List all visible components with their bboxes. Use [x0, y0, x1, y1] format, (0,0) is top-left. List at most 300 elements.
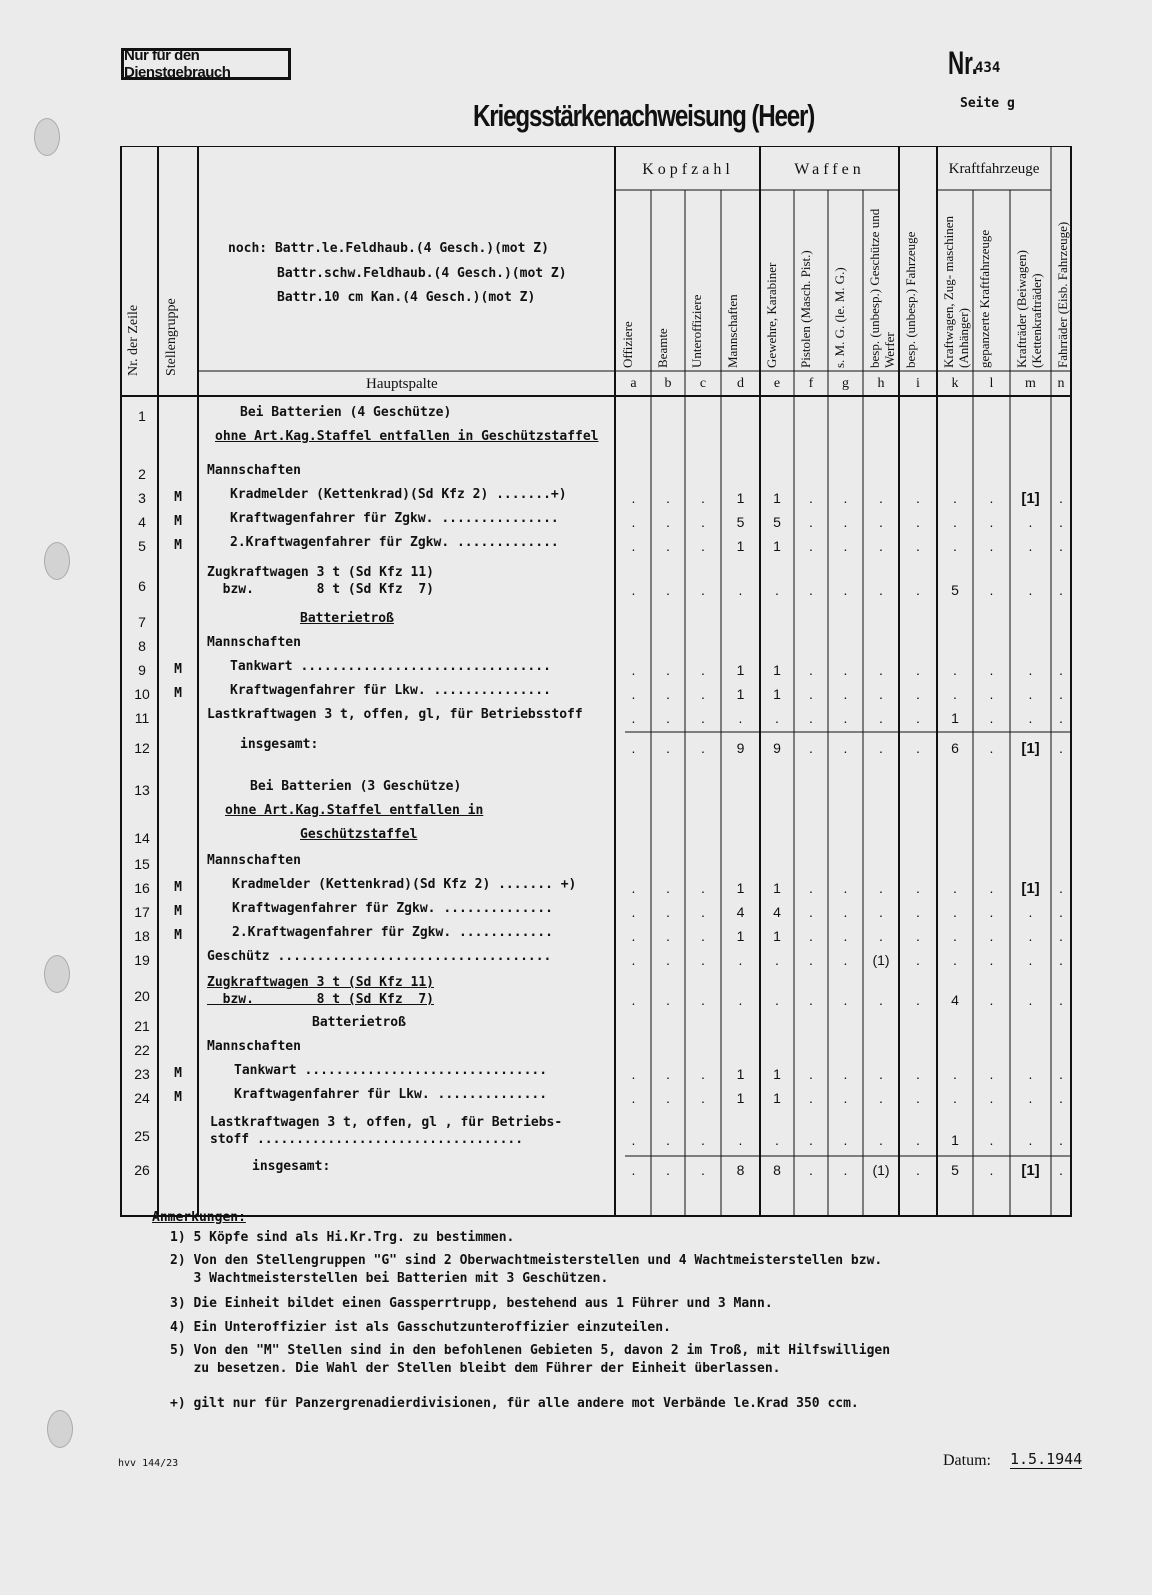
row-cell: .: [843, 1066, 848, 1082]
row-cell: .: [989, 740, 994, 756]
row-cell: .: [1028, 686, 1033, 702]
row-cell: .: [738, 992, 743, 1008]
row-cell: .: [953, 538, 957, 554]
row-cell: 5: [951, 582, 959, 598]
row-cell: .: [775, 992, 779, 1008]
row-text: Batterietroß: [300, 611, 394, 626]
row-cell: .: [1028, 952, 1033, 968]
row-cell: .: [1059, 992, 1063, 1008]
row-number: 11: [134, 710, 150, 726]
row-text: Tankwart ...............................: [234, 1063, 548, 1078]
header-main-line: Battr.schw.Feldhaub.(4 Gesch.)(mot Z): [277, 266, 567, 281]
row-cell: .: [1059, 1162, 1063, 1178]
row-cell: .: [989, 538, 994, 554]
row-cell: .: [666, 1066, 670, 1082]
row-number: 12: [134, 740, 150, 756]
row-number: 19: [134, 952, 150, 968]
row-cell: 1: [773, 662, 781, 678]
row-number: 10: [134, 686, 150, 702]
note-item: 4) Ein Unteroffizier ist als Gasschutzunteroffizier einzuteilen.: [170, 1320, 671, 1335]
row-cell: .: [916, 952, 920, 968]
row-cell: .: [916, 928, 920, 944]
row-cell: 8: [773, 1162, 781, 1178]
row-cell: .: [666, 490, 670, 506]
column-header: Mannschaften: [725, 294, 740, 368]
row-cell: .: [631, 710, 636, 726]
row-cell: .: [701, 1132, 705, 1148]
row-cell: [1]: [1021, 740, 1040, 757]
row-cell: .: [809, 582, 813, 598]
row-number: 7: [138, 614, 146, 630]
row-cell: .: [843, 582, 848, 598]
row-text: Mannschaften: [207, 853, 301, 868]
row-stellengruppe: M: [174, 662, 182, 677]
column-header: Fahrräder (Eisb. Fahrzeuge): [1055, 221, 1070, 368]
row-cell: .: [879, 880, 883, 896]
row-cell: .: [879, 740, 883, 756]
column-letter: h: [877, 376, 885, 391]
row-text: Kraftwagenfahrer für Lkw. ...............: [230, 683, 551, 698]
column-header: Pistolen (Masch. Pist.): [798, 250, 813, 368]
row-cell: .: [809, 1132, 813, 1148]
row-cell: .: [879, 490, 883, 506]
row-text: Lastkraftwagen 3 t, offen, gl , für Betriebs- stoff ..................................: [210, 1115, 563, 1147]
row-cell: 1: [951, 710, 959, 726]
row-cell: .: [701, 740, 705, 756]
row-cell: .: [666, 710, 670, 726]
row-cell: .: [701, 1090, 705, 1106]
row-cell: .: [916, 880, 920, 896]
row-cell: .: [738, 710, 743, 726]
row-cell: 1: [773, 1066, 781, 1082]
row-cell: .: [916, 1090, 920, 1106]
row-cell: 1: [773, 880, 781, 896]
group-waffen: Waffen: [794, 161, 865, 178]
row-cell: .: [1059, 904, 1063, 920]
row-cell: 6: [951, 740, 959, 756]
row-cell: .: [989, 928, 994, 944]
row-cell: .: [666, 514, 670, 530]
row-cell: .: [701, 538, 705, 554]
row-cell: .: [701, 686, 705, 702]
row-number: 25: [134, 1128, 150, 1144]
row-cell: .: [809, 952, 813, 968]
row-cell: .: [666, 992, 670, 1008]
row-cell: .: [916, 582, 920, 598]
row-cell: .: [809, 740, 813, 756]
row-cell: .: [631, 952, 636, 968]
column-letter: b: [664, 376, 672, 391]
row-cell: .: [1059, 686, 1063, 702]
row-cell: .: [631, 1162, 636, 1178]
number-label: Nr.: [948, 45, 978, 81]
row-cell: .: [953, 928, 957, 944]
row-text: Kradmelder (Kettenkrad)(Sd Kfz 2) .......+): [230, 487, 567, 502]
row-text: ohne Art.Kag.Staffel entfallen in: [225, 803, 484, 818]
row-number: 8: [138, 638, 146, 654]
row-cell: .: [953, 1066, 957, 1082]
note-item: 5) Von den "M" Stellen sind in den befohlenen Gebieten 5, davon 2 im Troß, mit Hilfswilligen zu besetzen. Die Wahl der Stellen bleibt dem Führer der Einheit überlassen.: [170, 1343, 891, 1376]
row-cell: .: [775, 952, 779, 968]
row-cell: .: [989, 710, 994, 726]
row-cell: .: [916, 992, 920, 1008]
row-cell: .: [953, 904, 957, 920]
row-cell: .: [843, 1132, 848, 1148]
row-stellengruppe: M: [174, 686, 182, 701]
row-cell: 1: [736, 538, 745, 554]
row-cell: .: [666, 538, 670, 554]
row-cell: .: [843, 928, 848, 944]
column-letter: d: [737, 376, 744, 391]
row-cell: .: [989, 1132, 994, 1148]
row-text: 2.Kraftwagenfahrer für Zgkw. .............: [230, 535, 559, 550]
row-cell: .: [989, 1066, 994, 1082]
row-cell: .: [843, 740, 848, 756]
note-item: 1) 5 Köpfe sind als Hi.Kr.Trg. zu bestimmen.: [170, 1230, 515, 1245]
row-number: 3: [138, 490, 146, 506]
row-cell: .: [989, 514, 994, 530]
row-cell: .: [1028, 538, 1033, 554]
row-cell: .: [989, 582, 994, 598]
row-cell: .: [1028, 710, 1033, 726]
row-text: Batterietroß: [312, 1015, 406, 1030]
row-cell: .: [879, 662, 883, 678]
row-text: Geschützstaffel: [300, 827, 418, 842]
row-cell: .: [1059, 952, 1063, 968]
row-cell: .: [701, 1066, 705, 1082]
row-cell: .: [879, 904, 883, 920]
row-cell: .: [809, 686, 813, 702]
row-cell: .: [916, 538, 920, 554]
row-text: Mannschaften: [207, 1039, 301, 1054]
row-number: 6: [138, 578, 146, 594]
row-number: 24: [134, 1090, 150, 1106]
row-text: Tankwart ................................: [230, 659, 551, 674]
column-letter: k: [951, 376, 959, 391]
row-cell: .: [879, 686, 883, 702]
row-cell: .: [1059, 582, 1063, 598]
date-value: 1.5.1944: [1010, 1450, 1083, 1468]
row-cell: .: [809, 904, 813, 920]
row-cell: .: [916, 1162, 920, 1178]
column-letter: c: [699, 376, 707, 391]
row-text: insgesamt:: [240, 737, 319, 752]
row-cell: .: [1059, 740, 1063, 756]
row-cell: .: [701, 582, 705, 598]
row-number: 21: [134, 1018, 150, 1034]
row-text: Kradmelder (Kettenkrad)(Sd Kfz 2) ....... +): [232, 877, 577, 892]
row-number: 20: [134, 988, 150, 1004]
row-cell: .: [989, 490, 994, 506]
row-cell: .: [1028, 662, 1033, 678]
header-main-line: Battr.10 cm Kan.(4 Gesch.)(mot Z): [277, 290, 536, 305]
header-stellengruppe: Stellengruppe: [164, 298, 179, 376]
column-header: s. M. G. (le. M. G.): [832, 267, 847, 368]
row-cell: .: [879, 1066, 883, 1082]
row-cell: .: [1059, 662, 1063, 678]
row-cell: .: [879, 928, 883, 944]
row-cell: .: [1059, 710, 1063, 726]
row-number: 2: [138, 466, 146, 482]
row-cell: .: [1028, 992, 1033, 1008]
row-text: insgesamt:: [252, 1159, 331, 1174]
row-cell: .: [666, 686, 670, 702]
row-cell: .: [631, 1090, 636, 1106]
row-text: Kraftwagenfahrer für Zgkw. ..............: [232, 901, 553, 916]
group-kraftfahrzeuge: Kraftfahrzeuge: [948, 161, 1040, 177]
row-cell: .: [809, 1090, 813, 1106]
row-cell: .: [631, 740, 636, 756]
row-cell: .: [953, 662, 957, 678]
row-stellengruppe: M: [174, 904, 182, 919]
column-letter: g: [842, 376, 849, 391]
row-cell: 1: [736, 686, 745, 702]
row-cell: 1: [773, 1090, 781, 1106]
row-cell: .: [843, 662, 848, 678]
header-row-number: Nr. der Zeile: [126, 304, 141, 376]
column-letter: a: [630, 376, 637, 391]
row-stellengruppe: M: [174, 880, 182, 895]
row-cell: .: [666, 928, 670, 944]
form-number: hvv 144/23: [118, 1458, 179, 1469]
row-cell: .: [879, 538, 883, 554]
row-cell: .: [809, 662, 813, 678]
row-text: Kraftwagenfahrer für Zgkw. ...............: [230, 511, 559, 526]
row-cell: .: [843, 1162, 848, 1178]
row-text: 2.Kraftwagenfahrer für Zgkw. ............: [232, 925, 553, 940]
row-text: Bei Batterien (4 Geschütze): [240, 405, 452, 420]
column-header: Gewehre, Karabiner: [764, 262, 779, 368]
row-cell: .: [631, 514, 636, 530]
row-cell: .: [809, 490, 813, 506]
row-cell: .: [701, 952, 705, 968]
row-cell: .: [879, 582, 883, 598]
row-cell: .: [1028, 1090, 1033, 1106]
row-cell: .: [809, 992, 813, 1008]
row-cell: [1]: [1021, 490, 1040, 507]
row-cell: (1): [872, 952, 890, 968]
row-cell: 5: [951, 1162, 959, 1178]
row-cell: .: [989, 992, 994, 1008]
row-cell: .: [631, 928, 636, 944]
row-cell: .: [701, 1162, 705, 1178]
note-item: 2) Von den Stellengruppen "G" sind 2 Oberwachtmeisterstellen und 4 Wachtmeisterstellen bzw. 3 Wachtmeisterstellen bei Batterien mit 3 Geschützen.: [170, 1253, 883, 1286]
number-value: 434: [975, 60, 1001, 76]
row-cell: .: [1059, 538, 1063, 554]
row-cell: .: [916, 710, 920, 726]
row-cell: (1): [872, 1162, 890, 1178]
row-cell: .: [989, 686, 994, 702]
row-cell: .: [701, 928, 705, 944]
row-cell: .: [1028, 928, 1033, 944]
row-cell: .: [1059, 514, 1063, 530]
row-text: Lastkraftwagen 3 t, offen, gl, für Betriebsstoff: [207, 707, 583, 722]
row-cell: .: [1028, 1132, 1033, 1148]
row-cell: [1]: [1021, 880, 1040, 897]
row-cell: .: [631, 880, 636, 896]
row-cell: .: [666, 1132, 670, 1148]
page-title: Kriegsstärkenachweisung (Heer): [473, 98, 815, 133]
row-number: 18: [134, 928, 150, 944]
row-cell: 1: [736, 1066, 745, 1082]
column-header: gepanzerte Kraftfahrzeuge: [977, 229, 992, 368]
row-cell: .: [879, 710, 883, 726]
column-header: Unteroffiziere: [689, 294, 704, 368]
row-cell: .: [1028, 1066, 1033, 1082]
row-cell: 4: [736, 904, 745, 920]
row-cell: .: [701, 710, 705, 726]
row-cell: .: [631, 992, 636, 1008]
row-cell: .: [879, 1132, 883, 1148]
row-cell: 1: [951, 1132, 959, 1148]
row-cell: 1: [773, 686, 781, 702]
row-cell: .: [701, 662, 705, 678]
row-cell: .: [879, 514, 883, 530]
row-cell: .: [809, 1162, 813, 1178]
row-stellengruppe: M: [174, 1066, 182, 1081]
row-text: Zugkraftwagen 3 t (Sd Kfz 11) bzw. 8 t (Sd Kfz 7): [207, 975, 434, 1007]
row-cell: .: [666, 880, 670, 896]
row-cell: 1: [736, 662, 745, 678]
row-stellengruppe: M: [174, 490, 182, 505]
row-cell: .: [775, 582, 779, 598]
row-number: 23: [134, 1066, 150, 1082]
row-cell: .: [738, 1132, 743, 1148]
row-cell: .: [1028, 582, 1033, 598]
row-cell: .: [916, 740, 920, 756]
row-cell: .: [916, 1132, 920, 1148]
row-cell: .: [631, 1066, 636, 1082]
column-header: Offiziere: [620, 321, 635, 368]
row-cell: .: [738, 952, 743, 968]
row-cell: .: [666, 952, 670, 968]
row-cell: .: [631, 490, 636, 506]
row-cell: 1: [736, 1090, 745, 1106]
row-text: Geschütz ...................................: [207, 949, 552, 964]
row-number: 1: [138, 408, 146, 424]
row-cell: .: [989, 952, 994, 968]
row-cell: .: [953, 514, 957, 530]
row-cell: 5: [773, 514, 781, 530]
row-cell: .: [989, 662, 994, 678]
row-cell: 4: [773, 904, 781, 920]
row-cell: .: [1028, 904, 1033, 920]
page-label: Seite g: [960, 96, 1015, 111]
column-letter: m: [1025, 376, 1036, 391]
row-stellengruppe: M: [174, 514, 182, 529]
row-text: Bei Batterien (3 Geschütze): [250, 779, 462, 794]
row-cell: .: [701, 514, 705, 530]
row-stellengruppe: M: [174, 538, 182, 553]
group-kopfzahl: Kopfzahl: [642, 161, 734, 178]
row-cell: .: [1059, 928, 1063, 944]
row-text: Mannschaften: [207, 635, 301, 650]
row-cell: 1: [736, 880, 745, 896]
row-cell: .: [843, 490, 848, 506]
row-cell: .: [916, 686, 920, 702]
row-cell: [1]: [1021, 1162, 1040, 1179]
row-cell: .: [953, 1090, 957, 1106]
row-cell: .: [843, 710, 848, 726]
row-cell: .: [701, 880, 705, 896]
row-cell: 5: [736, 514, 745, 530]
punch-hole: [44, 955, 70, 993]
row-cell: 1: [736, 490, 745, 506]
row-cell: .: [879, 1090, 883, 1106]
row-cell: 1: [773, 928, 781, 944]
row-cell: .: [843, 952, 848, 968]
row-stellengruppe: M: [174, 928, 182, 943]
row-text: Mannschaften: [207, 463, 301, 478]
row-cell: .: [666, 1090, 670, 1106]
punch-hole: [34, 118, 60, 156]
row-number: 15: [134, 856, 150, 872]
row-number: 17: [134, 904, 150, 920]
row-cell: .: [631, 904, 636, 920]
row-cell: .: [666, 740, 670, 756]
row-cell: 1: [736, 928, 745, 944]
column-header: besp. (unbesp.) Fahrzeuge: [903, 231, 918, 368]
row-number: 4: [138, 514, 146, 530]
row-cell: .: [701, 904, 705, 920]
row-cell: 9: [736, 740, 745, 756]
row-cell: .: [953, 686, 957, 702]
row-text: Zugkraftwagen 3 t (Sd Kfz 11) bzw. 8 t (Sd Kfz 7): [207, 565, 434, 597]
row-cell: .: [775, 710, 779, 726]
header-hauptspalte: Hauptspalte: [366, 376, 438, 392]
note-item: +) gilt nur für Panzergrenadierdivisionen, für alle andere mot Verbände le.Krad 350 ccm.: [170, 1396, 859, 1411]
row-cell: .: [953, 952, 957, 968]
row-cell: .: [843, 514, 848, 530]
column-header: Krafträder (Beiwagen) (Kettenkrafträder): [1014, 249, 1044, 368]
row-cell: .: [631, 582, 636, 598]
row-cell: .: [809, 880, 813, 896]
row-cell: .: [809, 928, 813, 944]
column-letter: n: [1057, 376, 1065, 391]
date-label: Datum:: [943, 1452, 991, 1469]
row-cell: .: [701, 490, 705, 506]
row-cell: .: [843, 686, 848, 702]
row-stellengruppe: M: [174, 1090, 182, 1105]
row-cell: .: [843, 1090, 848, 1106]
row-cell: .: [809, 710, 813, 726]
row-number: 26: [134, 1162, 150, 1178]
row-cell: .: [953, 880, 957, 896]
row-cell: .: [1059, 1090, 1063, 1106]
row-cell: .: [775, 1132, 779, 1148]
row-cell: .: [666, 582, 670, 598]
row-cell: .: [1059, 880, 1063, 896]
row-cell: .: [916, 662, 920, 678]
row-cell: .: [631, 662, 636, 678]
row-cell: 1: [773, 490, 781, 506]
row-cell: .: [631, 686, 636, 702]
column-letter: f: [808, 376, 814, 391]
row-cell: .: [809, 1066, 813, 1082]
column-letter: e: [773, 376, 781, 391]
row-cell: .: [666, 662, 670, 678]
row-number: 16: [134, 880, 150, 896]
row-cell: .: [916, 1066, 920, 1082]
row-number: 9: [138, 662, 146, 678]
header-main-line: noch: Battr.le.Feldhaub.(4 Gesch.)(mot Z): [228, 241, 549, 256]
row-cell: .: [989, 880, 994, 896]
row-cell: .: [666, 1162, 670, 1178]
row-number: 13: [134, 782, 150, 798]
row-cell: .: [989, 904, 994, 920]
row-cell: .: [1028, 514, 1033, 530]
row-cell: .: [666, 904, 670, 920]
